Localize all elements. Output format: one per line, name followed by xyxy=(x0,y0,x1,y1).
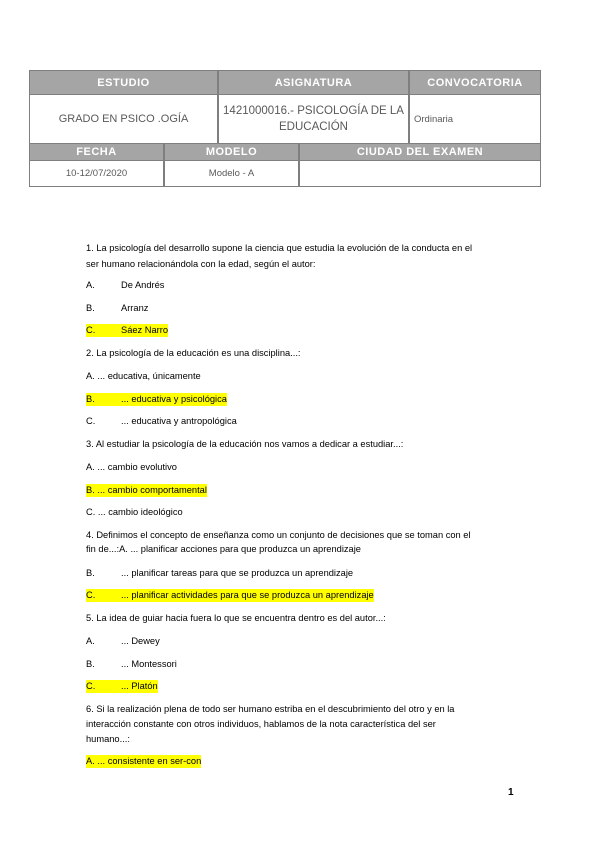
question-1-option-b xyxy=(86,302,148,315)
question-3-option-b: B. ... cambio comportamental xyxy=(86,485,207,495)
asignatura-value xyxy=(218,94,409,144)
option-text: Sáez Narro xyxy=(121,325,169,335)
question-6-line-2: interacción constante con otros individuos, hablamos de la nota característica del ser xyxy=(86,719,436,729)
question-1-option-c xyxy=(86,324,168,337)
question-2-option-a: A. ... educativa, únicamente xyxy=(86,371,201,381)
modelo-value: Modelo - A xyxy=(164,160,299,187)
exam-header-table xyxy=(29,70,541,187)
question-2-option-b xyxy=(86,393,227,406)
question-4-option-b xyxy=(86,567,353,580)
option-text: Arranz xyxy=(121,303,149,313)
question-2-line-1: 2. La psicología de la educación es una disciplina...: xyxy=(86,348,301,358)
question-5-option-c xyxy=(86,680,158,693)
option-letter: B. xyxy=(86,568,95,578)
option-letter: C. xyxy=(86,681,96,691)
question-4-line-2: fin de...:A. ... planificar acciones para que produzca un aprendizaje xyxy=(86,544,361,554)
option-letter: A. xyxy=(86,280,95,290)
question-4-option-c xyxy=(86,589,374,602)
question-5-option-b xyxy=(86,658,177,671)
question-2-option-c xyxy=(86,415,237,428)
fecha-value: 10-12/07/2020 xyxy=(29,160,164,187)
header-value-row-2 xyxy=(29,161,541,187)
option-text: ... Platón xyxy=(121,681,158,691)
modelo-label: MODELO xyxy=(164,143,299,161)
option-text: ... Montessori xyxy=(121,659,177,669)
option-text: De Andrés xyxy=(121,280,165,290)
question-6-line-3: humano...: xyxy=(86,734,130,744)
header-label-row xyxy=(29,70,541,95)
question-5-line-1: 5. La idea de guiar hacia fuera lo que se encuentra dentro es del autor...: xyxy=(86,613,386,623)
asignatura-value-line1: 1421000016.- PSICOLOGÍA DE LA xyxy=(223,105,404,117)
question-3-option-c: C. ... cambio ideológico xyxy=(86,507,183,517)
question-3-line-1: 3. Al estudiar la psicología de la educación nos vamos a dedicar a estudiar...: xyxy=(86,439,404,449)
asignatura-value-line2: EDUCACIÓN xyxy=(278,121,348,133)
option-text: ... educativa y psicológica xyxy=(121,394,227,404)
estudio-value: GRADO EN PSICO .OGÍA xyxy=(29,94,218,144)
page-number: 1 xyxy=(508,787,514,798)
header-label-row-2 xyxy=(29,144,541,161)
question-1-line-2: ser humano relacionándola con la edad, según el autor: xyxy=(86,259,316,269)
option-text: ... educativa y antropológica xyxy=(121,416,237,426)
option-letter: C. xyxy=(86,416,96,426)
question-1-line-1: 1. La psicología del desarrollo supone la ciencia que estudia la evolución de la conducta en el xyxy=(86,243,473,253)
question-5-option-a xyxy=(86,635,160,648)
option-letter: B. xyxy=(86,303,95,313)
option-text: ... planificar tareas para que se produzca un aprendizaje xyxy=(121,568,354,578)
header-value-row xyxy=(29,95,541,144)
question-6-option-a: A. ... consistente en ser-con xyxy=(86,756,202,766)
option-letter: B. xyxy=(86,659,95,669)
option-letter: C. xyxy=(86,590,96,600)
convocatoria-value: Ordinaria xyxy=(409,94,541,144)
option-text: ... Dewey xyxy=(121,636,160,646)
question-3-option-a: A. ... cambio evolutivo xyxy=(86,462,177,472)
question-1-option-a xyxy=(86,279,164,292)
option-letter: B. xyxy=(86,394,95,404)
convocatoria-label: CONVOCATORIA xyxy=(409,70,541,95)
question-6-line-1: 6. Si la realización plena de todo ser humano estriba en el descubrimiento del otro y en la xyxy=(86,704,455,714)
ciudad-label: CIUDAD DEL EXAMEN xyxy=(299,143,541,161)
ciudad-value xyxy=(299,160,541,187)
fecha-label: FECHA xyxy=(29,143,164,161)
option-letter: A. xyxy=(86,636,95,646)
estudio-label: ESTUDIO xyxy=(29,70,218,95)
asignatura-label: ASIGNATURA xyxy=(218,70,409,95)
question-4-line-1: 4. Definimos el concepto de enseñanza como un conjunto de decisiones que se toman con el xyxy=(86,530,471,540)
option-letter: C. xyxy=(86,325,96,335)
option-text: ... planificar actividades para que se produzca un aprendizaje xyxy=(121,590,374,600)
